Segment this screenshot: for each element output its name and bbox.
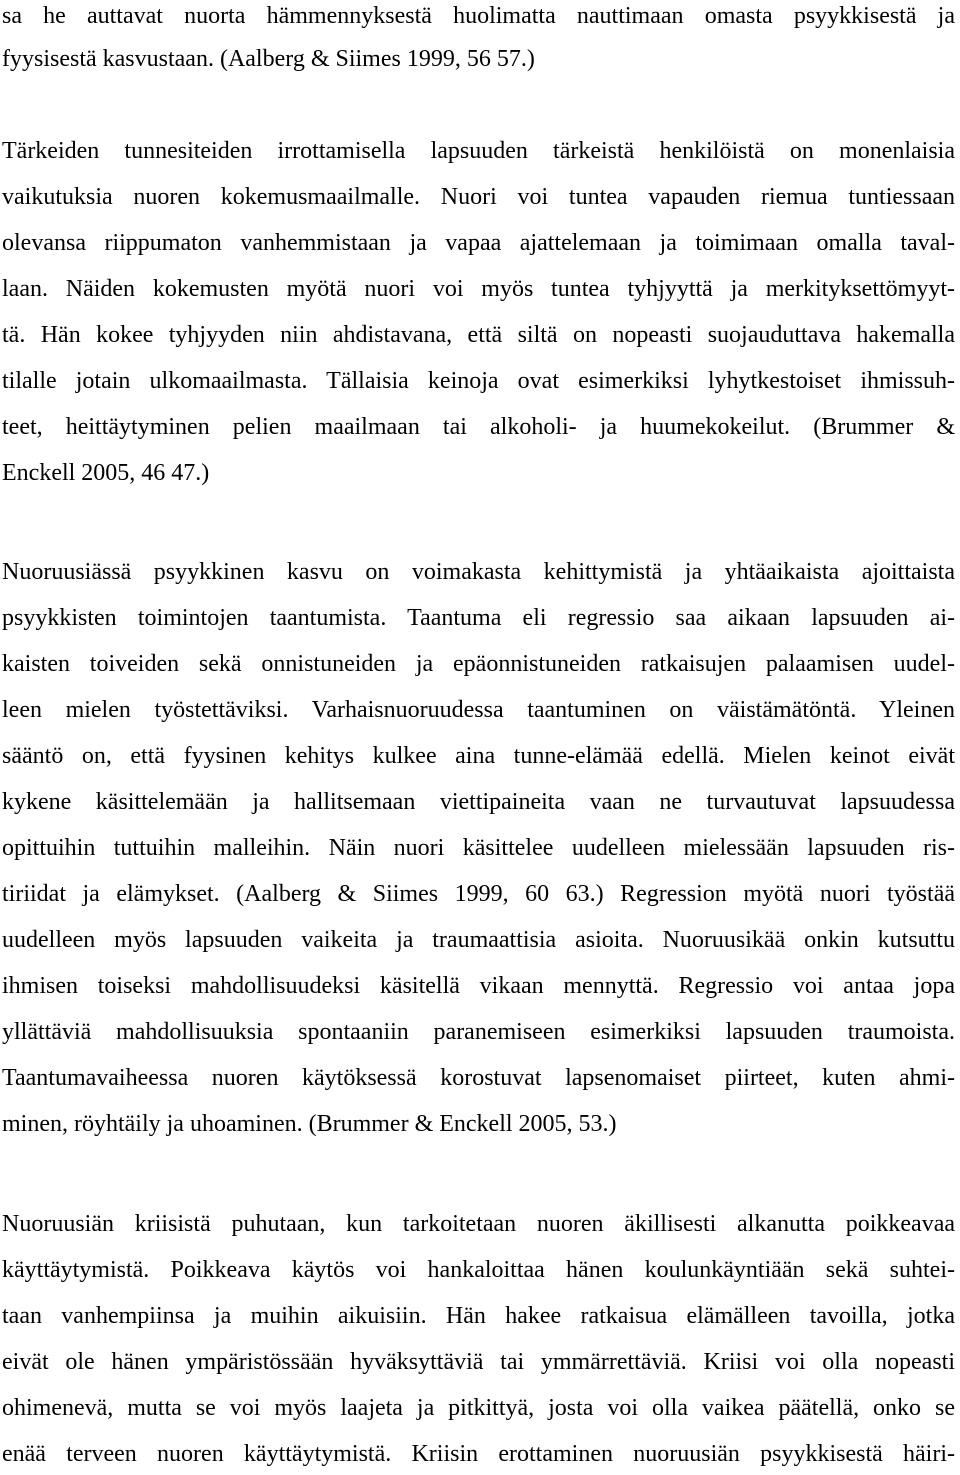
text-line: enää terveen nuoren käyttäytymistä. Kriisin erottaminen nuoruusiän psyykkisestä häiri- [2,1441,955,1467]
text-line: ohimenevä, mutta se voi myös laajeta ja pitkittyä, josta voi olla vaikea päätellä, onko se [2,1395,955,1421]
text-line: tiriidat ja elämykset. (Aalberg & Siimes 1999, 60 63.) Regression myötä nuori työstää [2,881,955,907]
text-line: Tärkeiden tunnesiteiden irrottamisella lapsuuden tärkeistä henkilöistä on monenlaisia [2,138,955,164]
text-line: yllättäviä mahdollisuuksia spontaaniin paranemiseen esimerkiksi lapsuuden traumoista. [2,1019,955,1045]
text-line: teet, heittäytyminen pelien maailmaan tai alkoholi- ja huumekokeilut. (Brummer & [2,414,955,440]
text-line: kykene käsittelemään ja hallitsemaan viettipaineita vaan ne turvautuvat lapsuudessa [2,789,955,815]
text-line: laan. Näiden kokemusten myötä nuori voi myös tuntea tyhjyyttä ja merkityksettömyyt- [2,276,955,302]
text-line: käyttäytymistä. Poikkeava käytös voi hankaloittaa hänen koulunkäyntiään sekä suhtei- [2,1257,955,1283]
text-line: Nuoruusiässä psyykkinen kasvu on voimakasta kehittymistä ja yhtäaikaista ajoittaista [2,559,955,585]
text-line: tilalle jotain ulkomaailmasta. Tällaisia keinoja ovat esimerkiksi lyhytkestoiset ihmissuh- [2,368,955,394]
text-line: tä. Hän kokee tyhjyyden niin ahdistavana, että siltä on nopeasti suojauduttava hakemalla [2,322,955,348]
text-line: psyykkisten toimintojen taantumista. Taantuma eli regressio saa aikaan lapsuuden ai- [2,605,955,631]
text-line: Taantumavaiheessa nuoren käytöksessä korostuvat lapsenomaiset piirteet, kuten ahmi- [2,1065,955,1091]
text-line: taan vanhempiinsa ja muihin aikuisiin. Hän hakee ratkaisua elämälleen tavoilla, jotka [2,1303,955,1329]
text-line: uudelleen myös lapsuuden vaikeita ja traumaattisia asioita. Nuoruusikää onkin kutsuttu [2,927,955,953]
text-line: Nuoruusiän kriisistä puhutaan, kun tarkoitetaan nuoren äkillisesti alkanutta poikkeavaa [2,1211,955,1237]
text-line: vaikutuksia nuoren kokemusmaailmalle. Nuori voi tuntea vapauden riemua tuntiessaan [2,184,955,210]
text-line: fyysisestä kasvustaan. (Aalberg & Siimes 1999, 56 57.) [2,46,535,72]
text-line: olevansa riippumaton vanhemmistaan ja vapaa ajattelemaan ja toimimaan omalla taval- [2,230,955,256]
text-line: sa he auttavat nuorta hämmennyksestä huolimatta nauttimaan omasta psyykkisestä ja [2,3,955,29]
text-line: kaisten toiveiden sekä onnistuneiden ja epäonnistuneiden ratkaisujen palaamisen uudel- [2,651,955,677]
text-line: ihmisen toiseksi mahdollisuudeksi käsitellä vikaan mennyttä. Regressio voi antaa jopa [2,973,955,999]
text-line: minen, röyhtäily ja uhoaminen. (Brummer & Enckell 2005, 53.) [2,1111,617,1137]
text-line: opittuihin tuttuihin malleihin. Näin nuori käsittelee uudelleen mielessään lapsuuden ris- [2,835,955,861]
text-line: sääntö on, että fyysinen kehitys kulkee aina tunne-elämää edellä. Mielen keinot eivät [2,743,955,769]
text-line: Enckell 2005, 46 47.) [2,460,210,486]
text-line: eivät ole hänen ympäristössään hyväksyttäviä tai ymmärrettäviä. Kriisi voi olla nopeasti [2,1349,955,1375]
text-line: leen mielen työstettäviksi. Varhaisnuoruudessa taantuminen on väistämätöntä. Yleinen [2,697,955,723]
